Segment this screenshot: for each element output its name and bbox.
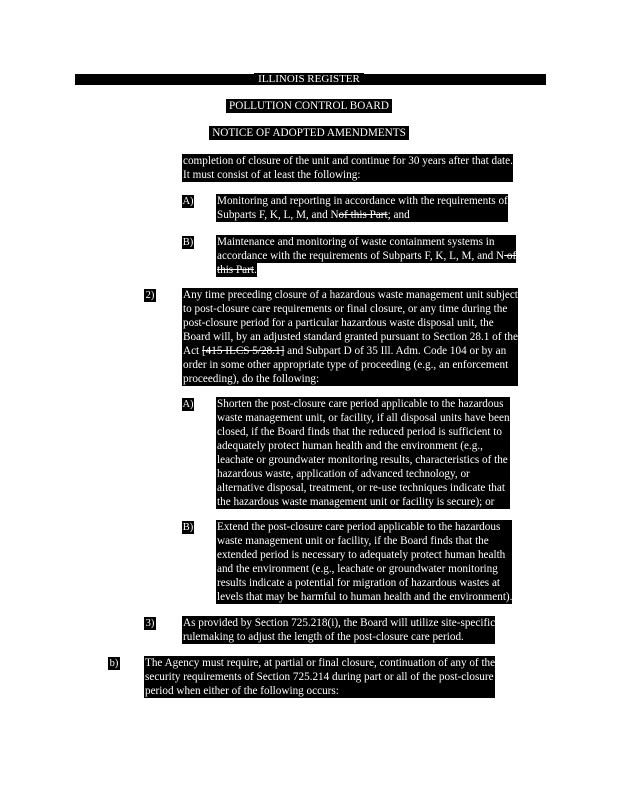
struck-text: [415 ILCS 5/28.1] <box>201 345 285 357</box>
register-title-text: ILLINOIS REGISTER <box>254 73 364 85</box>
intro-line: completion of closure of the unit and continue for 30 years after that date. <box>183 155 513 167</box>
item-a2-line: the hazardous waste management unit or facility is secure); or <box>216 495 510 509</box>
item-a1-text <box>216 194 508 222</box>
item-2-line: to post-closure care requirements or final closure, or any time during the <box>182 302 518 316</box>
item-b-line: The Agency must require, at partial or final closure, continuation of any of the <box>145 657 496 669</box>
item-3-line: As provided by Section 725.218(i), the Board will utilize site-specific <box>183 617 496 629</box>
item-a2-line: adequately protect human health and the environment (e.g., <box>216 439 510 453</box>
register-title <box>0 74 618 85</box>
item-a2-line: alternative disposal, treatment, or re-use techniques indicate that <box>216 481 510 495</box>
item-label-a1: A) <box>182 196 194 207</box>
item-3-text <box>182 616 495 644</box>
item-a2-line: hazardous waste, application of advanced technology, or <box>216 467 510 481</box>
item-b2-line: extended period is necessary to adequately protect human health <box>216 548 512 562</box>
struck-text: of <box>504 250 517 262</box>
item-label-b1: B) <box>182 237 194 248</box>
item-2-line: Any time preceding closure of a hazardous waste management unit subject <box>183 289 518 301</box>
item-b-line: security requirements of Section 725.214 during part or all of the post-closure <box>145 671 494 683</box>
item-b2-text <box>216 520 512 604</box>
item-b2-line: results indicate a potential for migration of hazardous wastes at <box>216 576 512 590</box>
item-a2-line: waste management unit, or facility, if all disposal units have been <box>217 412 510 424</box>
item-b1-line: accordance with the requirements of Subparts F, K, L, M, and N of <box>217 250 517 262</box>
item-3-line: rulemaking to adjust the length of the post-closure care period. <box>182 630 495 644</box>
item-b2-line: waste management unit or facility, if the Board finds that the <box>216 534 512 548</box>
item-b2-line: levels that may be harmful to human health and the environment). <box>217 591 513 603</box>
notice-title-text: NOTICE OF ADOPTED AMENDMENTS <box>209 126 409 140</box>
item-label-a2: A) <box>182 399 194 410</box>
item-b2-line: and the environment (e.g., leachate or groundwater monitoring <box>216 562 512 576</box>
board-title-text: POLLUTION CONTROL BOARD <box>226 99 392 113</box>
item-b-text <box>144 656 495 698</box>
item-label-3: 3) <box>145 618 155 629</box>
item-b1-text <box>216 235 516 277</box>
item-b2-line: Extend the post-closure care period applicable to the hazardous <box>216 520 512 534</box>
intro-line: It must consist of at least the following: <box>182 168 513 182</box>
item-2-line: order in some other appropriate type of proceeding (e.g., an enforcement <box>182 358 518 372</box>
item-2-line: post-closure period for a particular hazardous waste disposal unit, the <box>182 316 518 330</box>
item-b1-line: Maintenance and monitoring of waste containment systems in <box>216 235 516 249</box>
item-2-line: Act [415 ILCS 5/28.1] and Subpart D of 35 Ill. Adm. Code 104 or by an <box>182 344 518 358</box>
item-2-text <box>182 288 518 386</box>
item-a1-line: Subparts F, K, L, M, and Nof this Part; and <box>216 208 508 222</box>
item-a2-line: Shorten the post-closure care period applicable to the hazardous <box>216 397 510 411</box>
item-a2-line: leachate or groundwater monitoring results, characteristics of the <box>217 454 508 466</box>
item-label-b: b) <box>109 658 119 669</box>
item-label-2: 2) <box>145 290 155 301</box>
struck-text: this Part <box>217 264 254 276</box>
item-b1-line: this Part. <box>217 264 257 276</box>
item-a2-line: closed, if the Board finds that the reduced period is sufficient to <box>216 425 510 439</box>
item-label-b2: B) <box>182 522 194 533</box>
item-a2-text <box>216 397 510 509</box>
item-b-line: period when either of the following occurs: <box>144 684 495 698</box>
struck-text: of this Part <box>338 209 388 221</box>
notice-title <box>0 126 618 140</box>
intro-paragraph <box>182 154 513 182</box>
board-title <box>0 99 618 113</box>
item-a1-line: Monitoring and reporting in accordance with the requirements of <box>217 195 508 207</box>
item-2-line: Board will, by an adjusted standard granted pursuant to Section 28.1 of the <box>183 331 518 343</box>
item-2-line: proceeding), do the following: <box>182 372 518 386</box>
